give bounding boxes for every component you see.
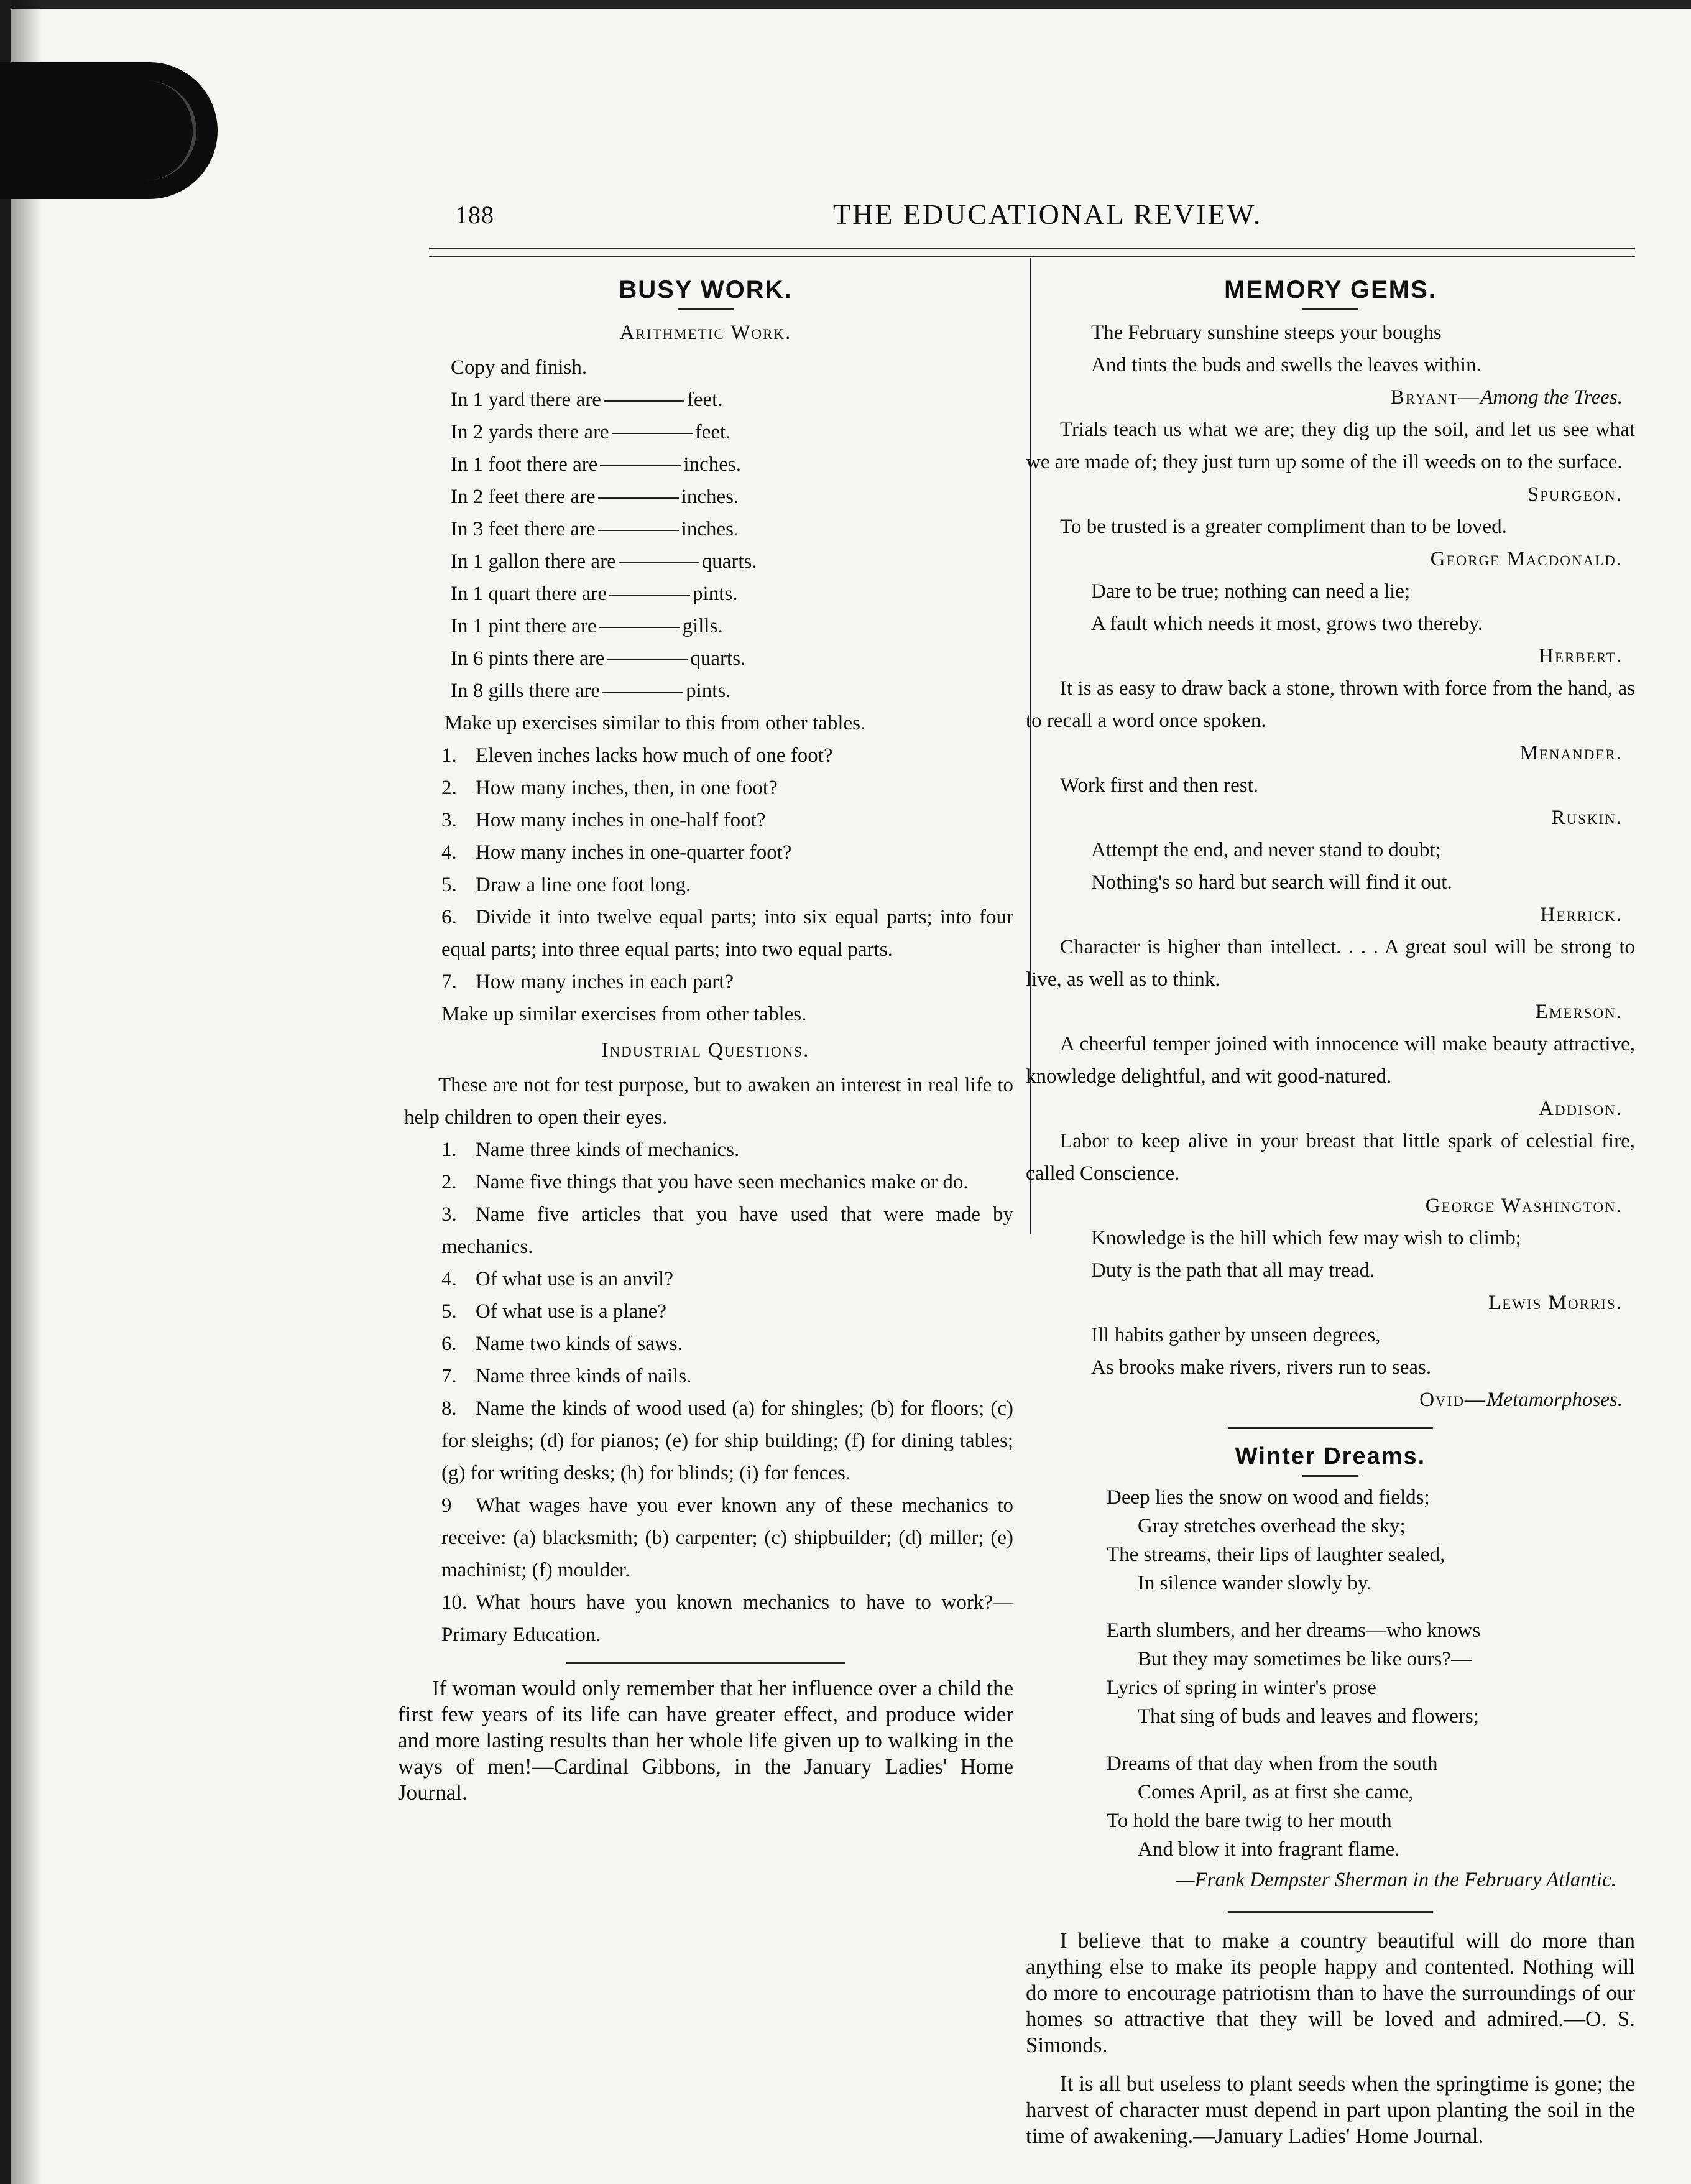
question-item — [398, 1360, 1013, 1392]
question-item — [398, 1328, 1013, 1360]
heading-underline — [1302, 1475, 1358, 1477]
conversion-suffix: gills. — [682, 615, 723, 637]
conversion-line — [398, 481, 1013, 513]
memory-gem — [1026, 575, 1635, 672]
conversion-line — [398, 675, 1013, 707]
question-number: 3. — [441, 1203, 457, 1226]
gem-author: Bryant— — [1390, 386, 1481, 409]
section-rule — [1228, 1427, 1433, 1429]
poem-line: Earth slumbers, and her dreams—who knows — [1107, 1619, 1481, 1642]
gem-line: And tints the buds and swells the leaves within. — [1091, 354, 1481, 376]
conversion-line — [398, 448, 1013, 481]
arithmetic-subhead: Arithmetic Work. — [619, 322, 792, 344]
conversion-suffix: pints. — [686, 680, 731, 702]
memory-gems-list — [1026, 317, 1635, 1416]
seeds-paragraph: It is all but useless to plant seeds when the springtime is gone; the harvest of character must depend in part upon planting the soil in the time of awakening.—January Ladies' Home Journal. — [1026, 2071, 1635, 2148]
binding-hole-icon — [0, 62, 218, 199]
conversion-suffix: feet. — [686, 389, 723, 411]
memory-gem — [1026, 511, 1635, 575]
question-number: 3. — [441, 809, 457, 831]
question-text: Of what use is an anvil? — [476, 1268, 673, 1290]
gem-author: Lewis Morris. — [1488, 1292, 1623, 1314]
make-up-instruction: Make up exercises similar to this from other tables. — [445, 712, 866, 734]
question-number: 5. — [441, 874, 457, 896]
memory-gem — [1026, 931, 1635, 1028]
memory-gem — [1026, 672, 1635, 769]
gem-author: Herrick. — [1540, 904, 1623, 926]
running-title: THE EDUCATIONAL REVIEW. — [833, 198, 1263, 230]
question-text: What hours have you known mechanics to have to work?—Primary Education. — [441, 1591, 1013, 1646]
gem-author: George Macdonald. — [1430, 548, 1623, 570]
header-rule — [429, 248, 1635, 257]
question-text: Name five things that you have seen mechanics make or do. — [476, 1171, 969, 1193]
spine-shadow — [11, 0, 42, 2184]
question-text: Name five articles that you have used that were made by mechanics. — [441, 1203, 1013, 1258]
question-item — [398, 901, 1013, 966]
question-number: 8. — [441, 1397, 457, 1420]
gem-line: Attempt the end, and never stand to doubt; — [1091, 839, 1441, 861]
question-item — [398, 1392, 1013, 1489]
question-number: 7. — [441, 971, 457, 993]
scan-edge-top — [0, 0, 1691, 9]
gem-line: Dare to be true; nothing can need a lie; — [1091, 580, 1411, 603]
gem-attribution — [1026, 543, 1635, 575]
gem-line: Trials teach us what we are; they dig up the soil, and let us see what we are made of; they just turn up some of the ill weeds on to the surface. — [1026, 419, 1635, 473]
conversion-prefix: In 3 feet there are — [451, 518, 596, 540]
question-number: 10. — [441, 1591, 468, 1614]
gem-line: Work first and then rest. — [1060, 774, 1259, 797]
conversion-prefix: In 1 yard there are — [451, 389, 601, 411]
question-number: 2. — [441, 1171, 457, 1193]
gem-work: Among the Trees. — [1480, 386, 1623, 409]
poem-line: Deep lies the snow on wood and fields; — [1107, 1486, 1430, 1509]
gem-line: Ill habits gather by unseen degrees, — [1091, 1324, 1381, 1346]
section-rule — [566, 1662, 846, 1664]
question-number: 6. — [441, 906, 457, 928]
conversion-suffix: feet. — [694, 421, 731, 443]
question-item — [398, 1489, 1013, 1586]
gem-attribution — [1026, 478, 1635, 511]
question-number: 5. — [441, 1300, 457, 1323]
poem-line: But they may sometimes be like ours?— — [1138, 1648, 1472, 1670]
question-number: 7. — [441, 1365, 457, 1387]
heading-underline — [678, 308, 734, 310]
gem-author: George Washington. — [1425, 1195, 1623, 1217]
question-number: 1. — [441, 1139, 457, 1161]
memory-gem — [1026, 317, 1635, 414]
answer-blank — [602, 692, 683, 693]
gem-line: A fault which needs it most, grows two thereby. — [1091, 613, 1483, 635]
memory-gem — [1026, 414, 1635, 511]
conversion-line — [398, 578, 1013, 610]
memory-gem — [1026, 769, 1635, 834]
gem-author: Herbert. — [1539, 645, 1623, 667]
memory-gem — [1026, 834, 1635, 931]
gem-attribution — [1026, 996, 1635, 1028]
conversion-suffix: pints. — [693, 583, 738, 605]
question-item — [398, 1198, 1013, 1263]
conversion-prefix: In 6 pints there are — [451, 647, 605, 670]
gem-line: It is as easy to draw back a stone, thrown with force from the hand, as to recall a word once spoken. — [1026, 677, 1635, 732]
answer-blank — [612, 433, 693, 434]
gem-line: As brooks make rivers, rivers run to seas. — [1091, 1356, 1432, 1379]
gem-attribution — [1026, 640, 1635, 672]
gem-author: Menander. — [1519, 742, 1623, 764]
question-text: What wages have you ever known any of these mechanics to receive: (a) blacksmith; (b) carpenter; (c) shipbuilder; (d) miller; (e) machinist; (f) moulder. — [441, 1494, 1013, 1581]
right-column — [1026, 267, 1635, 2149]
question-text: Name two kinds of saws. — [476, 1333, 683, 1355]
industrial-subhead: Industrial Questions. — [601, 1039, 810, 1062]
conversion-prefix: In 1 quart there are — [451, 583, 607, 605]
page-number: 188 — [455, 201, 494, 229]
conversion-prefix: In 2 yards there are — [451, 421, 609, 443]
gem-author: Spurgeon. — [1527, 483, 1623, 506]
question-item — [398, 1586, 1013, 1651]
conversion-prefix: In 8 gills there are — [451, 680, 601, 702]
gem-attribution — [1026, 1190, 1635, 1222]
conversion-prefix: In 1 foot there are — [451, 453, 598, 476]
question-text: How many inches in one-half foot? — [476, 809, 766, 831]
question-number: 9 — [441, 1494, 452, 1517]
question-text: Name the kinds of wood used (a) for shingles; (b) for floors; (c) for sleighs; (d) for pianos; (e) for ship building; (f) for dining tables; (g) for writing desks; (h) for blinds; (i) for fences. — [441, 1397, 1013, 1484]
conversion-line — [398, 384, 1013, 416]
answer-blank — [599, 627, 680, 628]
gem-work: Metamorphoses. — [1486, 1389, 1623, 1411]
arithmetic-questions — [398, 739, 1013, 998]
winter-dreams-poem — [1026, 1483, 1635, 1864]
question-number: 6. — [441, 1333, 457, 1355]
memory-gem — [1026, 1319, 1635, 1416]
poem-line: To hold the bare twig to her mouth — [1107, 1810, 1392, 1832]
gem-author: Addison. — [1539, 1098, 1623, 1120]
conversion-prefix: In 1 gallon there are — [451, 550, 616, 573]
gem-line: Knowledge is the hill which few may wish to climb; — [1091, 1227, 1521, 1249]
question-text: How many inches in one-quarter foot? — [476, 841, 792, 864]
memory-gems-heading: MEMORY GEMS. — [1224, 276, 1437, 303]
question-number: 4. — [441, 841, 457, 864]
gem-author: Emerson. — [1535, 1001, 1623, 1023]
question-item — [398, 1134, 1013, 1166]
question-text: Name three kinds of mechanics. — [476, 1139, 740, 1161]
conversion-suffix: inches. — [681, 518, 739, 540]
gem-attribution — [1026, 1093, 1635, 1125]
memory-gem — [1026, 1125, 1635, 1222]
heading-underline — [1302, 308, 1358, 310]
question-item — [398, 739, 1013, 772]
conversion-prefix: In 2 feet there are — [451, 486, 596, 508]
conversion-suffix: quarts. — [701, 550, 757, 573]
beautiful-country-paragraph: I believe that to make a country beautiful will do more than anything else to make its people happy and contented. Nothing will do more to encourage patriotism than to have the surroundings of our homes so attractive that they will be loved and admired.—O. S. Simonds. — [1026, 1928, 1635, 2057]
question-text: Of what use is a plane? — [476, 1300, 666, 1323]
poem-line: Lyrics of spring in winter's prose — [1107, 1677, 1376, 1699]
gem-line: The February sunshine steeps your boughs — [1091, 322, 1442, 344]
conversion-line — [398, 513, 1013, 545]
poem-line: Comes April, as at first she came, — [1138, 1781, 1414, 1803]
question-item — [398, 1166, 1013, 1198]
scan-edge-left — [0, 0, 11, 2184]
question-item — [398, 869, 1013, 901]
poem-line: Gray stretches overhead the sky; — [1138, 1515, 1406, 1537]
answer-blank — [619, 562, 699, 563]
question-text: Divide it into twelve equal parts; into six equal parts; into four equal parts; into three equal parts; into two equal parts. — [441, 906, 1013, 961]
answer-blank — [600, 465, 681, 466]
left-column — [398, 267, 1013, 1806]
gem-attribution — [1026, 737, 1635, 769]
poem-line: And blow it into fragrant flame. — [1138, 1838, 1400, 1861]
industrial-intro: These are not for test purpose, but to awaken an interest in real life to help children to open their eyes. — [404, 1074, 1013, 1129]
conversion-line — [398, 545, 1013, 578]
conversion-prefix: In 1 pint there are — [451, 615, 597, 637]
question-text: Name three kinds of nails. — [476, 1365, 692, 1387]
question-item — [398, 772, 1013, 804]
conversion-suffix: inches. — [681, 486, 739, 508]
industrial-questions — [398, 1134, 1013, 1651]
conversion-line — [398, 416, 1013, 448]
conversion-suffix: quarts. — [690, 647, 746, 670]
question-number: 4. — [441, 1268, 457, 1290]
gem-attribution — [1026, 802, 1635, 834]
conversion-list — [398, 384, 1013, 707]
gem-line: Labor to keep alive in your breast that little spark of celestial fire, called Conscience. — [1026, 1130, 1635, 1185]
question-text: How many inches in each part? — [476, 971, 734, 993]
conversion-suffix: inches. — [683, 453, 741, 476]
gem-line: To be trusted is a greater compliment than to be loved. — [1060, 516, 1507, 538]
gem-attribution — [1026, 899, 1635, 931]
question-text: Draw a line one foot long. — [476, 874, 691, 896]
question-item — [398, 804, 1013, 836]
poem-line: That sing of buds and leaves and flowers; — [1138, 1705, 1479, 1728]
question-text: Eleven inches lacks how much of one foot? — [476, 744, 833, 767]
answer-blank — [604, 400, 684, 402]
question-item — [398, 1295, 1013, 1328]
question-number: 1. — [441, 744, 457, 767]
answer-blank — [598, 530, 679, 531]
answer-blank — [598, 497, 679, 499]
copy-instruction: Copy and finish. — [451, 356, 587, 379]
gem-attribution — [1026, 1287, 1635, 1319]
gem-attribution — [1026, 1384, 1635, 1416]
conversion-line — [398, 610, 1013, 642]
memory-gem — [1026, 1222, 1635, 1319]
gem-author: Ruskin. — [1551, 807, 1623, 829]
gem-line: Duty is the path that all may tread. — [1091, 1259, 1375, 1282]
memory-gem — [1026, 1028, 1635, 1125]
woman-quote: If woman would only remember that her influence over a child the first few years of its life can have greater effect, and produce wider and more lasting results than her whole life given up to walking in the ways of men!—Cardinal Gibbons, in the January Ladies' Home Journal. — [398, 1676, 1013, 1805]
question-item — [398, 966, 1013, 998]
answer-blank — [609, 595, 690, 596]
gem-line: Nothing's so hard but search will find it out. — [1091, 871, 1452, 894]
answer-blank — [607, 659, 688, 660]
poem-line: In silence wander slowly by. — [1138, 1572, 1372, 1594]
poem-attribution: —Frank Dempster Sherman in the February Atlantic. — [1176, 1869, 1616, 1891]
stanza-gap — [1026, 1598, 1635, 1616]
stanza-gap — [1026, 1731, 1635, 1749]
question-item — [398, 1263, 1013, 1295]
poem-line: Dreams of that day when from the south — [1107, 1752, 1438, 1775]
gem-line: Character is higher than intellect. . . . A great soul will be strong to live, as well as to think. — [1026, 936, 1635, 991]
busy-work-heading: BUSY WORK. — [619, 276, 793, 303]
question-text: How many inches, then, in one foot? — [476, 777, 778, 799]
gem-author: Ovid— — [1419, 1389, 1486, 1411]
gem-line: A cheerful temper joined with innocence will make beauty attractive, knowledge delightful, and wit good-natured. — [1026, 1033, 1635, 1088]
section-rule — [1228, 1911, 1433, 1913]
make-up-instruction-2: Make up similar exercises from other tables. — [441, 1003, 807, 1025]
gem-attribution — [1026, 381, 1635, 414]
question-item — [398, 836, 1013, 869]
question-number: 2. — [441, 777, 457, 799]
conversion-line — [398, 642, 1013, 675]
poem-title: Winter Dreams. — [1235, 1443, 1426, 1469]
poem-line: The streams, their lips of laughter sealed, — [1107, 1543, 1445, 1566]
